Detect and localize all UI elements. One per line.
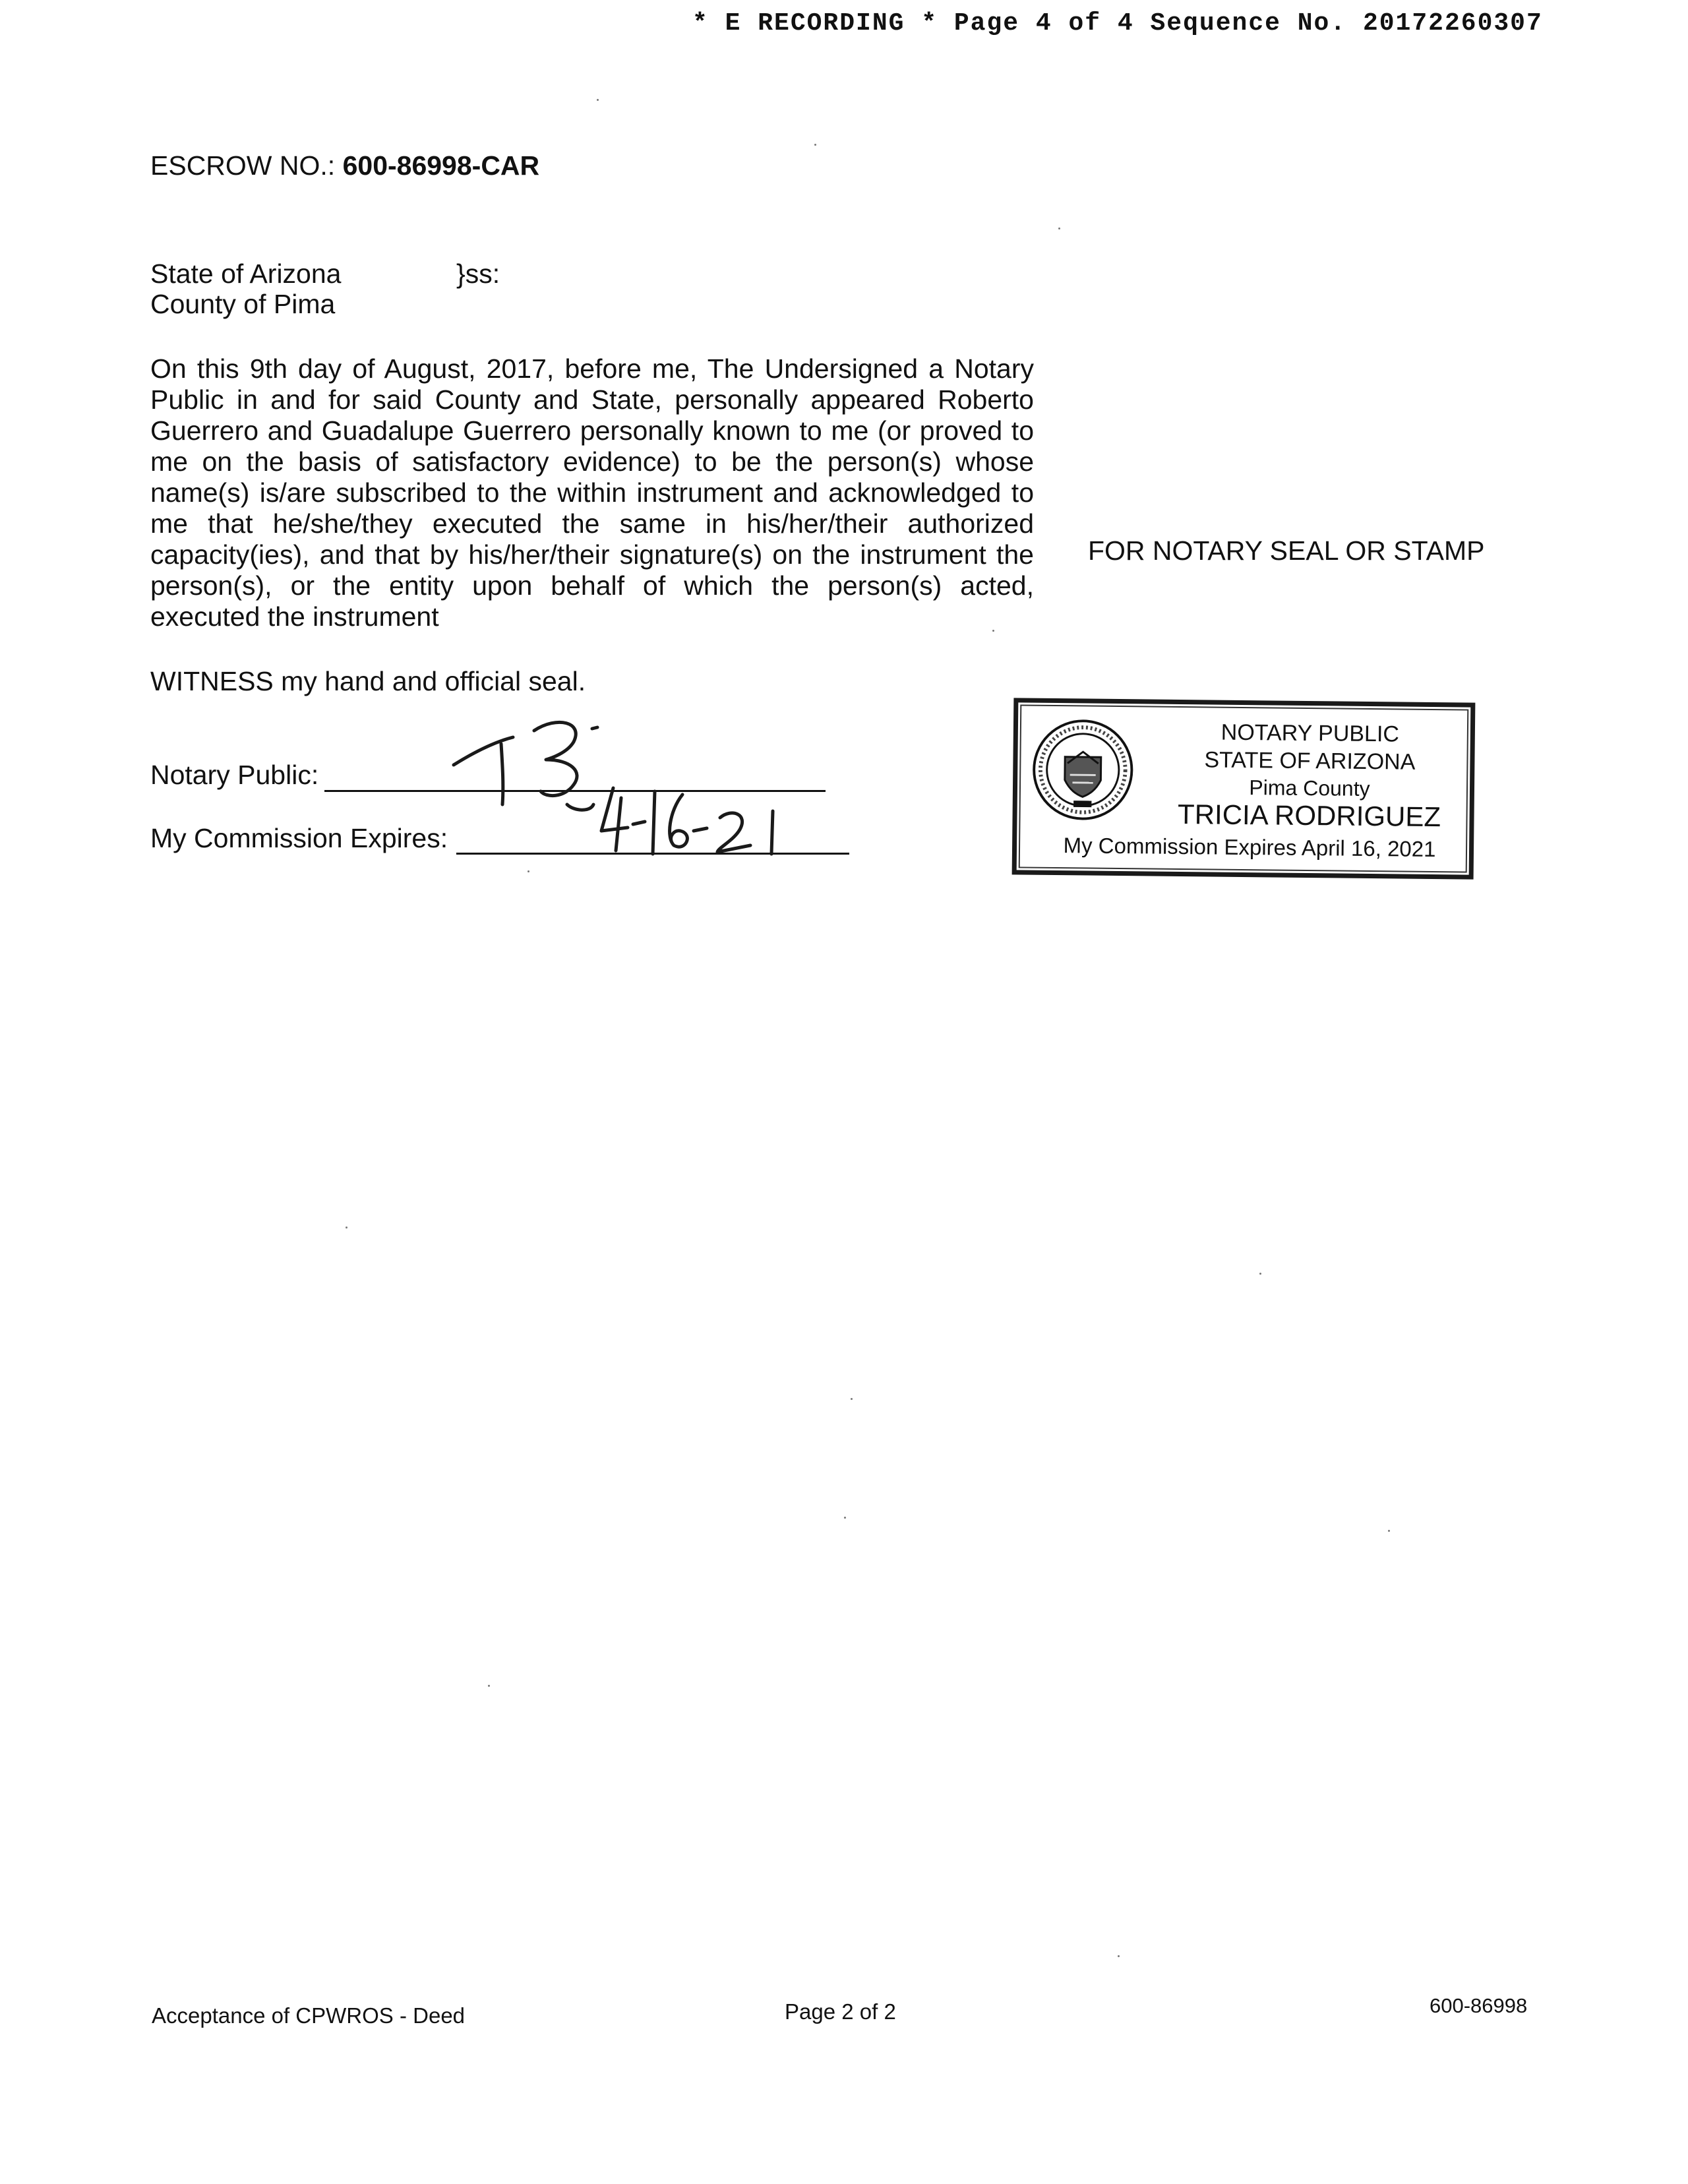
- scan-speck: [1388, 1530, 1390, 1532]
- acknowledgment-line: me that he/she/they executed the same in his/her/their authorized: [150, 508, 1034, 539]
- seal-placeholder-label: FOR NOTARY SEAL OR STAMP: [1088, 535, 1485, 566]
- stamp-state: STATE OF ARIZONA: [1204, 747, 1416, 775]
- acknowledgment-line: Guerrero and Guadalupe Guerrero personally known to me (or proved to: [150, 415, 1034, 446]
- footer-document-title: Acceptance of CPWROS - Deed: [152, 2003, 466, 2028]
- scan-speck: [844, 1517, 846, 1519]
- recording-header: * E RECORDING * Page 4 of 4 Sequence No. 20172260307: [692, 9, 1543, 38]
- escrow-number-line: [150, 150, 539, 181]
- footer-file-number: 600-86998: [1430, 1994, 1528, 2017]
- witness-statement: WITNESS my hand and official seal.: [150, 666, 586, 696]
- acknowledgment-line: On this 9th day of August, 2017, before me, The Undersigned a Notary: [150, 353, 1034, 384]
- scan-speck: [597, 99, 599, 101]
- footer-page-number: Page 2 of 2: [785, 1999, 896, 2024]
- commission-expires-label: My Commission Expires:: [150, 823, 448, 853]
- stamp-title: NOTARY PUBLIC: [1221, 719, 1400, 747]
- arizona-state-seal-icon: [1031, 718, 1135, 822]
- acknowledgment-line: executed the instrument: [150, 601, 439, 632]
- acknowledgment-line: person(s), or the entity upon behalf of which the person(s) acted,: [150, 570, 1034, 601]
- notary-public-label: Notary Public:: [150, 760, 319, 790]
- scan-speck: [1058, 228, 1060, 229]
- acknowledgment-line: name(s) is/are subscribed to the within instrument and acknowledged to: [150, 477, 1034, 508]
- scan-speck: [1118, 1955, 1120, 1957]
- escrow-label: ESCROW NO.:: [150, 150, 336, 181]
- scan-speck: [528, 870, 529, 872]
- acknowledgment-line: me on the basis of satisfactory evidence) to be the person(s) whose: [150, 446, 1034, 477]
- scan-speck: [814, 144, 816, 146]
- venue-county: County of Pima: [150, 289, 336, 319]
- acknowledgment-line: capacity(ies), and that by his/her/their signature(s) on the instrument the: [150, 539, 1034, 570]
- escrow-number: 600-86998-CAR: [342, 150, 540, 181]
- notary-stamp: [1012, 698, 1476, 879]
- scan-speck: [992, 630, 994, 632]
- venue-state: State of Arizona: [150, 258, 342, 289]
- scan-speck: [488, 1685, 490, 1687]
- scan-speck: [346, 1227, 347, 1228]
- stamp-commission-expires: My Commission Expires April 16, 2021: [1063, 833, 1436, 862]
- scan-speck: [1259, 1273, 1261, 1275]
- notary-signature: [435, 706, 804, 877]
- acknowledgment-line: Public in and for said County and State, personally appeared Roberto: [150, 384, 1034, 415]
- stamp-notary-name: TRICIA RODRIGUEZ: [1177, 798, 1441, 833]
- venue-ss: }ss:: [456, 258, 500, 289]
- scan-speck: [851, 1398, 853, 1400]
- acknowledgment-paragraph: [150, 353, 1034, 632]
- stamp-county: Pima County: [1249, 775, 1370, 801]
